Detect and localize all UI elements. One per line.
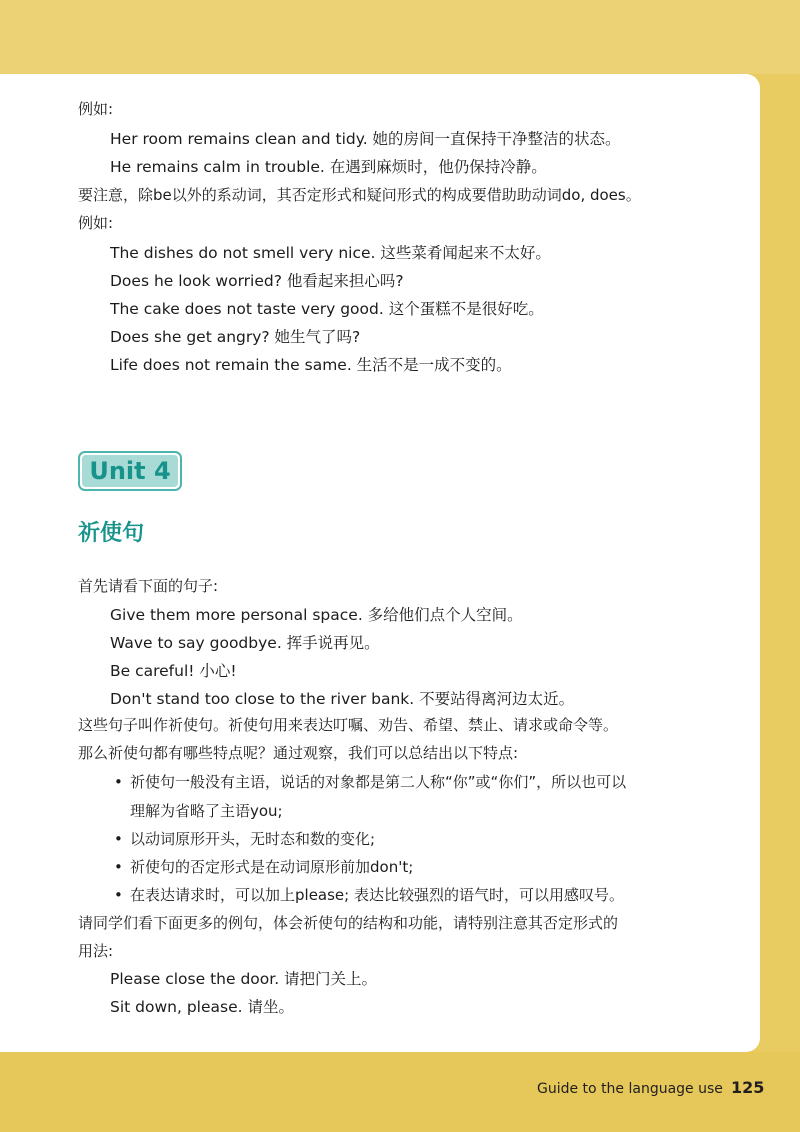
bullet-icon: • [114, 886, 123, 904]
example-sentence: Don't stand too close to the river bank. 不要站得离河边太近。 [110, 690, 575, 708]
example-sentence: Does he look worried? 他看起来担心吗? [110, 272, 404, 290]
footer-title: Guide to the language use [537, 1081, 723, 1097]
bullet-item: 在表达请求时，可以加上please; 表达比较强烈的语气时，可以用感叹号。 [130, 886, 624, 904]
example-sentence: Does she get angry? 她生气了吗? [110, 328, 361, 346]
top-border-band [0, 0, 800, 74]
bullet-item: 祈使句一般没有主语，说话的对象都是第二人称“你”或“你们”，所以也可以 [130, 773, 627, 791]
page-card [0, 74, 760, 1052]
example-sentence: The dishes do not smell very nice. 这些菜肴闻起来不太好。 [110, 244, 551, 262]
bullet-item: 祈使句的否定形式是在动词原形前加don't; [130, 858, 414, 876]
page-number: 125 [731, 1078, 765, 1097]
bullet-item: 以动词原形开头，无时态和数的变化; [130, 830, 376, 848]
unit-badge [78, 451, 182, 491]
example-label: 例如: [78, 214, 114, 232]
body-paragraph: 这些句子叫作祈使句。祈使句用来表达叮嘱、劝告、希望、禁止、请求或命令等。 [78, 716, 619, 734]
example-sentence: The cake does not taste very good. 这个蛋糕不是很好吃。 [110, 300, 544, 318]
example-sentence: Wave to say goodbye. 挥手说再见。 [110, 634, 380, 652]
example-sentence: Life does not remain the same. 生活不是一成不变的。 [110, 356, 512, 374]
note-paragraph: 要注意，除be以外的系动词，其否定形式和疑问形式的构成要借助助动词do, does。 [78, 186, 641, 204]
section-title: 祈使句 [78, 521, 145, 546]
bullet-item-continuation: 理解为省略了主语you; [130, 802, 283, 820]
example-sentence: Sit down, please. 请坐。 [110, 998, 294, 1016]
example-sentence: Please close the door. 请把门关上。 [110, 970, 378, 988]
body-paragraph-continuation: 用法: [78, 942, 114, 960]
bullet-icon: • [114, 830, 123, 848]
example-sentence: Her room remains clean and tidy. 她的房间一直保持干净整洁的状态。 [110, 130, 621, 148]
bullet-icon: • [114, 858, 123, 876]
example-sentence: Be careful! 小心! [110, 662, 237, 680]
example-sentence: He remains calm in trouble. 在遇到麻烦时，他仍保持冷静。 [110, 158, 547, 176]
body-paragraph: 那么祈使句都有哪些特点呢？通过观察，我们可以总结出以下特点: [78, 744, 519, 762]
intro-text: 首先请看下面的句子: [78, 577, 219, 595]
unit-badge-label: Unit 4 [82, 455, 178, 487]
bullet-icon: • [114, 773, 123, 791]
example-sentence: Give them more personal space. 多给他们点个人空间。 [110, 606, 523, 624]
example-label: 例如: [78, 100, 114, 118]
body-paragraph: 请同学们看下面更多的例句，体会祈使句的结构和功能，请特别注意其否定形式的 [78, 914, 619, 932]
